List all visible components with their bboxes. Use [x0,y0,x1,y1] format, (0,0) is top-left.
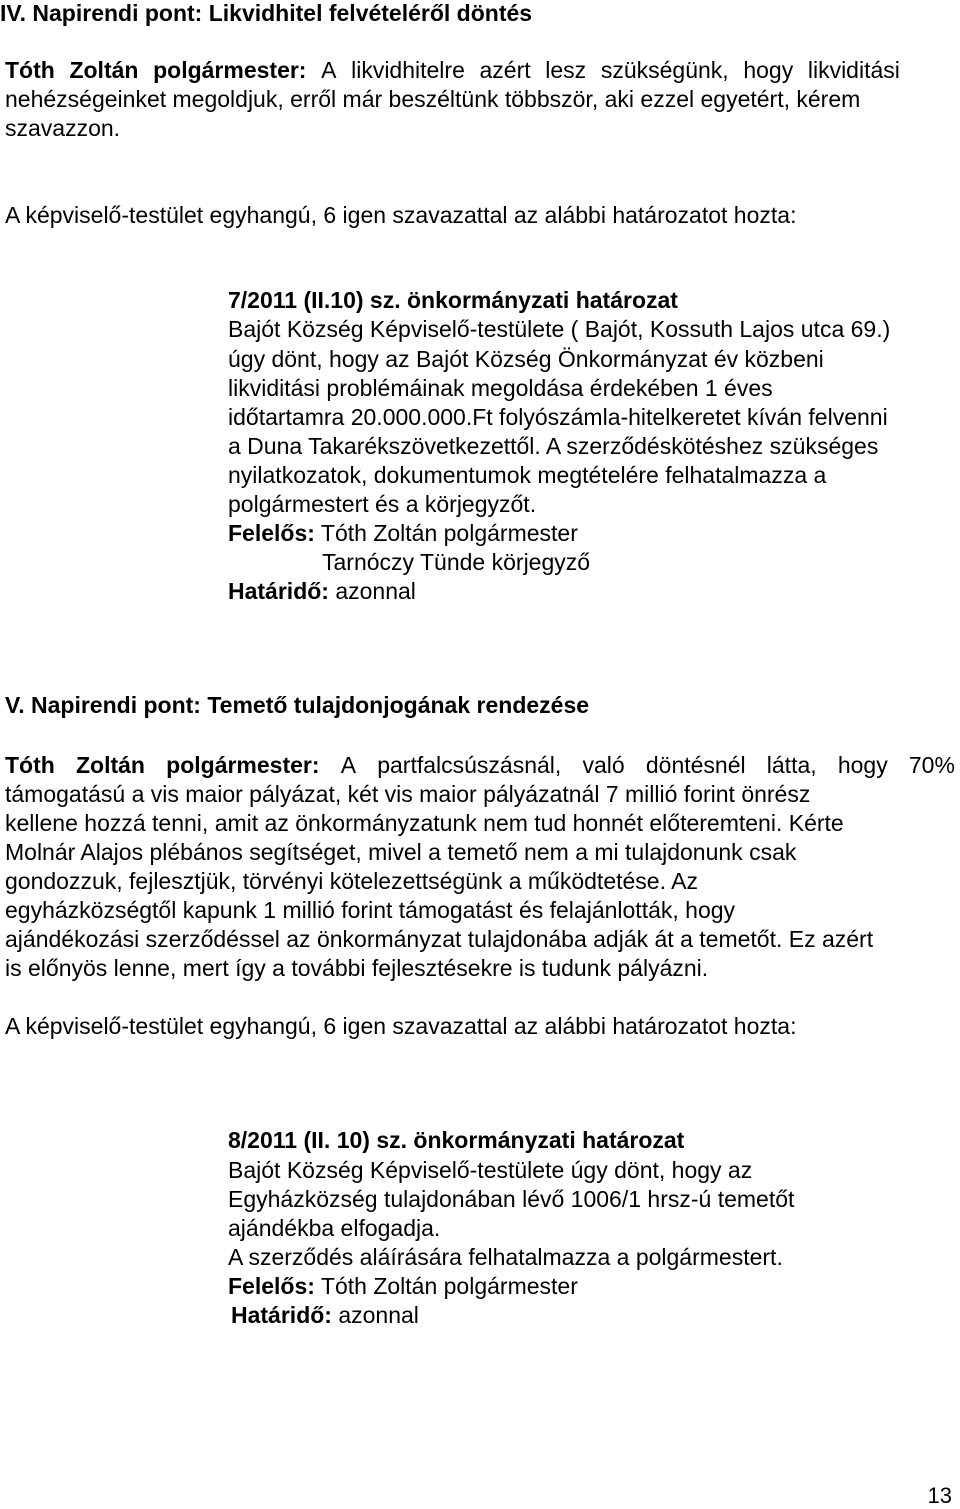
section-5-speech-line-6: egyházközségtől kapunk 1 millió forint támogatást és felajánlották, hogy [5,897,736,923]
resolution-7-line-5: a Duna Takarékszövetkezettől. A szerződéskötéshez szükséges [228,433,879,459]
page-number: 13 [927,1483,952,1508]
resolution-7-deadline [228,578,416,605]
section-5-heading: V. Napirendi pont: Temető tulajdonjogának rendezése [5,692,590,718]
resolution-8-deadline [231,1302,419,1329]
section-5-speech-line-7: ajándékozási szerződéssel az önkormányzat tulajdonába adják át a temetőt. Ez azért [5,926,874,952]
deadline-label: Határidő: [231,1302,332,1328]
section-5-speech-line-2: támogatású a vis maior pályázat, két vis maior pályázatnál 7 millió forint önrész [5,781,811,807]
word: Tóth [5,752,55,778]
resolution-8-responsible [228,1273,578,1300]
resolution-7-line-4: időtartamra 20.000.000.Ft folyószámla-hitelkeretet kíván felvenni [228,404,888,430]
resolution-7-line-1: Bajót Község Képviselő-testülete ( Bajót, Kossuth Lajos utca 69.) [228,316,891,342]
word: szükségünk, [600,57,729,83]
section-5-speech-line-5: gondozzuk, fejlesztjük, törvényi kötelezettségünk a működtetése. Az [5,868,698,894]
resolution-7-responsible-2: Tarnóczy Tünde körjegyző [322,549,591,575]
resolution-7-line-6: nyilatkozatok, dokumentumok megtételére felhatalmazza a [228,462,827,488]
word: polgármester: [166,752,320,778]
resolution-7-line-7: polgármestert és a körjegyzőt. [228,491,537,517]
section-4-speech-line-2: nehézségeinket megoldjuk, erről már beszéltünk többször, aki ezzel egyetért, kérem [5,86,861,112]
resolution-7-number: 7/2011 (II.10) sz. önkormányzati határozat [228,287,678,313]
word: partfalcsúszásnál, [377,752,562,778]
section-4-heading: IV. Napirendi pont: Likvidhitel felvételéről döntés [0,0,533,26]
resolution-8-number: 8/2011 (II. 10) sz. önkormányzati határozat [228,1127,685,1153]
deadline-label: Határidő: [228,578,329,604]
section-4-vote: A képviselő-testület egyhangú, 6 igen szavazattal az alábbi határozatot hozta: [5,202,797,228]
responsible-label: Felelős: [228,520,315,546]
resolution-7-responsible [228,520,578,547]
word: A [321,57,337,83]
word: polgármester: [153,57,307,83]
responsible-name: Tóth Zoltán polgármester [320,1273,578,1299]
section-5-vote: A képviselő-testület egyhangú, 6 igen szavazattal az alábbi határozatot hozta: [5,1013,797,1039]
word: való [582,752,625,778]
responsible-label: Felelős: [228,1273,315,1299]
word: döntésnél [645,752,746,778]
deadline-value: azonnal [338,1302,419,1328]
resolution-8-line-3: ajándékba elfogadja. [228,1215,441,1241]
word: lesz [545,57,587,83]
word: likviditási [807,57,900,83]
word: Zoltán [69,57,139,83]
word: hogy [837,752,888,778]
resolution-7-line-2: úgy dönt, hogy az Bajót Község Önkormányzat év közbeni [228,346,824,372]
word: Tóth [5,57,55,83]
deadline-value: azonnal [335,578,416,604]
word: hogy [743,57,794,83]
section-4-speech-line-1 [5,57,900,84]
resolution-8-line-2: Egyházközség tulajdonában lévő 1006/1 hrsz-ú temetőt [228,1186,795,1212]
section-5-speech-line-8: is előnyös lenne, mert így a további fejlesztésekre is tudunk pályázni. [5,955,709,981]
section-5-speech-line-4: Molnár Alajos plébános segítséget, mivel a temető nem a mi tulajdonunk csak [5,839,797,865]
responsible-name: Tóth Zoltán polgármester [320,520,578,546]
resolution-8-line-4: A szerződés aláírására felhatalmazza a polgármestert. [228,1244,783,1270]
word: Zoltán [75,752,145,778]
resolution-7-line-3: likviditási problémáinak megoldása érdekében 1 éves [228,375,773,401]
word: azért [479,57,531,83]
section-5-speech-line-3: kellene hozzá tenni, amit az önkormányzatunk nem tud honnét előteremteni. Kérte [5,810,844,836]
resolution-8-line-1: Bajót Község Képviselő-testülete úgy dönt, hogy az [228,1157,753,1183]
word: látta, [766,752,817,778]
section-5-speech-line-1 [5,752,955,779]
word: A [340,752,357,778]
section-4-speech-line-3: szavazzon. [5,115,121,141]
word: likvidhitelre [351,57,465,83]
word: 70% [908,752,955,778]
